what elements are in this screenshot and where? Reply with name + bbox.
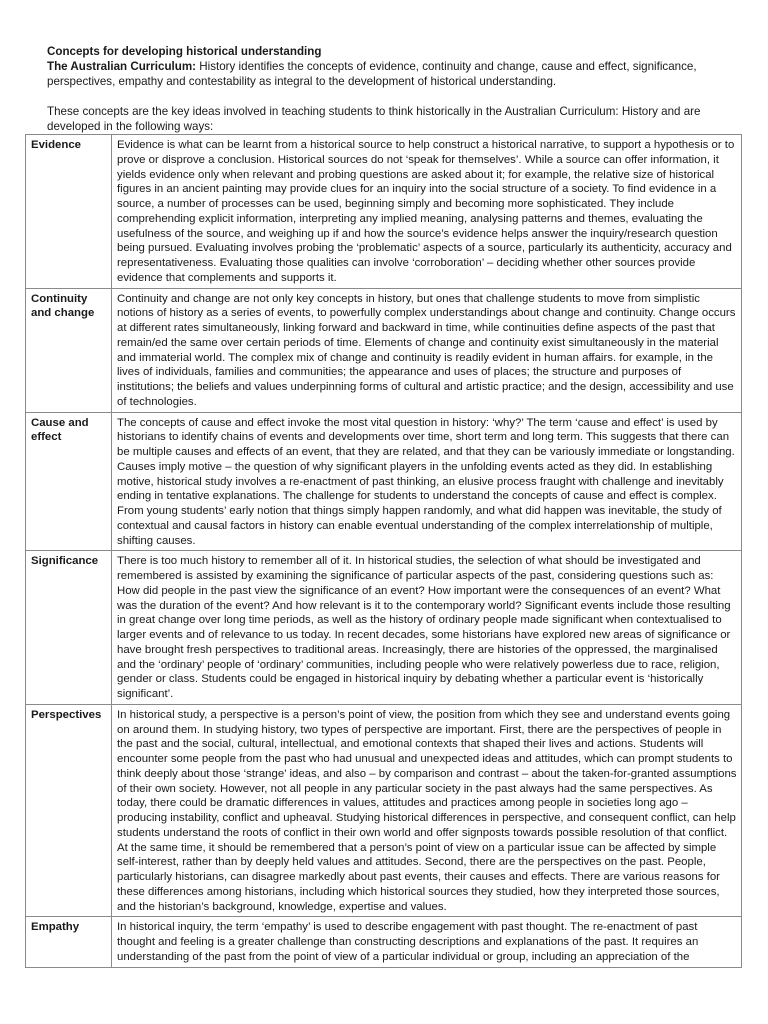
table-row: [26, 551, 742, 705]
intro-lead-bold: The Australian Curriculum:: [47, 60, 197, 73]
table-row: [26, 288, 742, 412]
concept-term: Perspectives: [26, 704, 112, 917]
concept-description: Continuity and change are not only key concepts in history, but ones that challenge students to move from simplistic notions of history as a series of events, to powerfully complex understandings about change and continuity. Change occurs at different rates simultaneously, linking forward and backward in time, while continuities define aspects of the past that remain/ed the same over certain periods of time. Elements of change and continuity exist simultaneously in the material and immaterial world. The complex mix of change and continuity is readily evident in human affairs. for example, in the lives of individuals, families and communities; the appearance and uses of places; the structure and purposes of institutions; the beliefs and values underpinning forms of cultural and artistic practice; and the design, accessibility and use of technologies.: [112, 288, 742, 412]
concept-term: Cause and effect: [26, 412, 112, 551]
concept-term: Empathy: [26, 917, 112, 967]
intro-text: History identifies the concepts of evidence, continuity and change, cause and effect, significance, perspectives, empathy and contestability as integral to the development of historical understanding.: [47, 60, 697, 88]
table-row: [26, 704, 742, 917]
concept-description: Evidence is what can be learnt from a historical source to help construct a historical narrative, to support a hypothesis or to prove or disprove a conclusion. Historical sources do not ‘speak for themselves’. While a source can offer information, it yields evidence only when relevant and probing questions are asked about it; for example, the relative size of historical figures in an ancient painting may provide clues for an inquiry into the social structure of a society. To find evidence in a source, a number of processes can be used, beginning simply and becoming more sophisticated. They include comprehending explicit information, interpreting any implied meaning, analysing patterns and themes, evaluating the usefulness of the source, and weighing up if and how the source’s evidence helps answer the inquiry/research question being pursued. Evaluating involves probing the ‘problematic’ aspects of a source, particularly its authenticity, accuracy and representativeness. Evaluating those qualities can involve ‘corroboration’ – deciding whether other sources provide evidence that complements and supports it.: [112, 135, 742, 289]
concept-description: The concepts of cause and effect invoke the most vital question in history: ‘why?’ The term ‘cause and effect’ is used by historians to identify chains of events and developments over time, short term and long term. This suggests that there can be multiple causes and effects of an event, that they are related, and that they can be variously immediate or longstanding. Causes imply motive – the question of why significant players in the unfolding events acted as they did. In establishing motive, historical study involves a re-enactment of past thinking, an elusive process fraught with challenge and inevitably ending in tentative explanations. The challenge for students to understand the concepts of cause and effect is complex. From young students’ early notion that things simply happen randomly, and what did happen was inevitable, the study of contextual and causal factors in history can enable eventual understanding of the complex interrelationship of multiple, shifting causes.: [112, 412, 742, 551]
concept-term: Continuity and change: [26, 288, 112, 412]
concept-description: In historical study, a perspective is a person’s point of view, the position from which they see and understand events going on around them. In studying history, two types of perspective are important. First, there are the perspectives of people in the past and the social, cultural, intellectual, and emotional contexts that shaped their lives and actions. Students will encounter some people from the past who had unusual and unexpected ideas and attitudes, which can prompt students to think deeply about those ‘strange’ ideas, and also – by comparison and contrast – about the taken-for-granted assumptions of their own society. However, not all people in any particular society in the past always had the same perspectives. As today, there could be dramatic differences in values, attitudes and practices among people in societies long ago – producing instability, conflict and upheaval. Studying historical differences in perspective, and consequent conflict, can help students understand the roots of conflict in their own world and offer signposts towards possible resolution of that conflict. At the same time, it should be remembered that a person’s point of view on a particular issue can be affected by simple self-interest, rather than by deeply held values and attitudes. Second, there are the perspectives on the past. People, particularly historians, can disagree markedly about past events, their causes and effects. There are various reasons for these differences among historians, including which historical sources they studied, how they interpreted those sources, and the historian’s background, knowledge, expertise and values.: [112, 704, 742, 917]
lead-paragraph: These concepts are the key ideas involved in teaching students to think historically in the Australian Curriculum: History and are developed in the following ways:: [47, 105, 701, 133]
concept-description: There is too much history to remember all of it. In historical studies, the selection of what should be investigated and remembered is assisted by examining the significance of particular aspects of the past, considering questions such as: How did people in the past view the significance of an event? How important were the consequences of an event? What was the duration of the event? And how relevant is it to the contemporary world? Significant events include those resulting in great change over long time periods, as well as the history of ordinary people made significant when contextualised to larger events and of relevance to us today. In recent decades, some historians have explored new areas of significance or have brought fresh perspectives to traditional areas. Increasingly, there are histories of the oppressed, the marginalised and the ‘ordinary’ people of ‘ordinary’ communities, including people who were relatively powerless due to race, religion, gender or class. Students could be engaged in historical inquiry by debating whether a particular event is ‘historically significant’.: [112, 551, 742, 705]
intro-paragraph: [47, 59, 737, 89]
table-row: [26, 135, 742, 289]
concepts-table: [25, 134, 742, 968]
concept-term: Significance: [26, 551, 112, 705]
concept-term: Evidence: [26, 135, 112, 289]
table-row: [26, 412, 742, 551]
concept-description: In historical inquiry, the term ‘empathy’ is used to describe engagement with past thought. The re-enactment of past thought and feeling is a greater challenge than constructing descriptions and explanations of the past. It requires an understanding of the past from the point of view of a particular individual or group, including an appreciation of the: [112, 917, 742, 967]
table-row: [26, 917, 742, 967]
document-heading: Concepts for developing historical understanding: [47, 45, 322, 58]
